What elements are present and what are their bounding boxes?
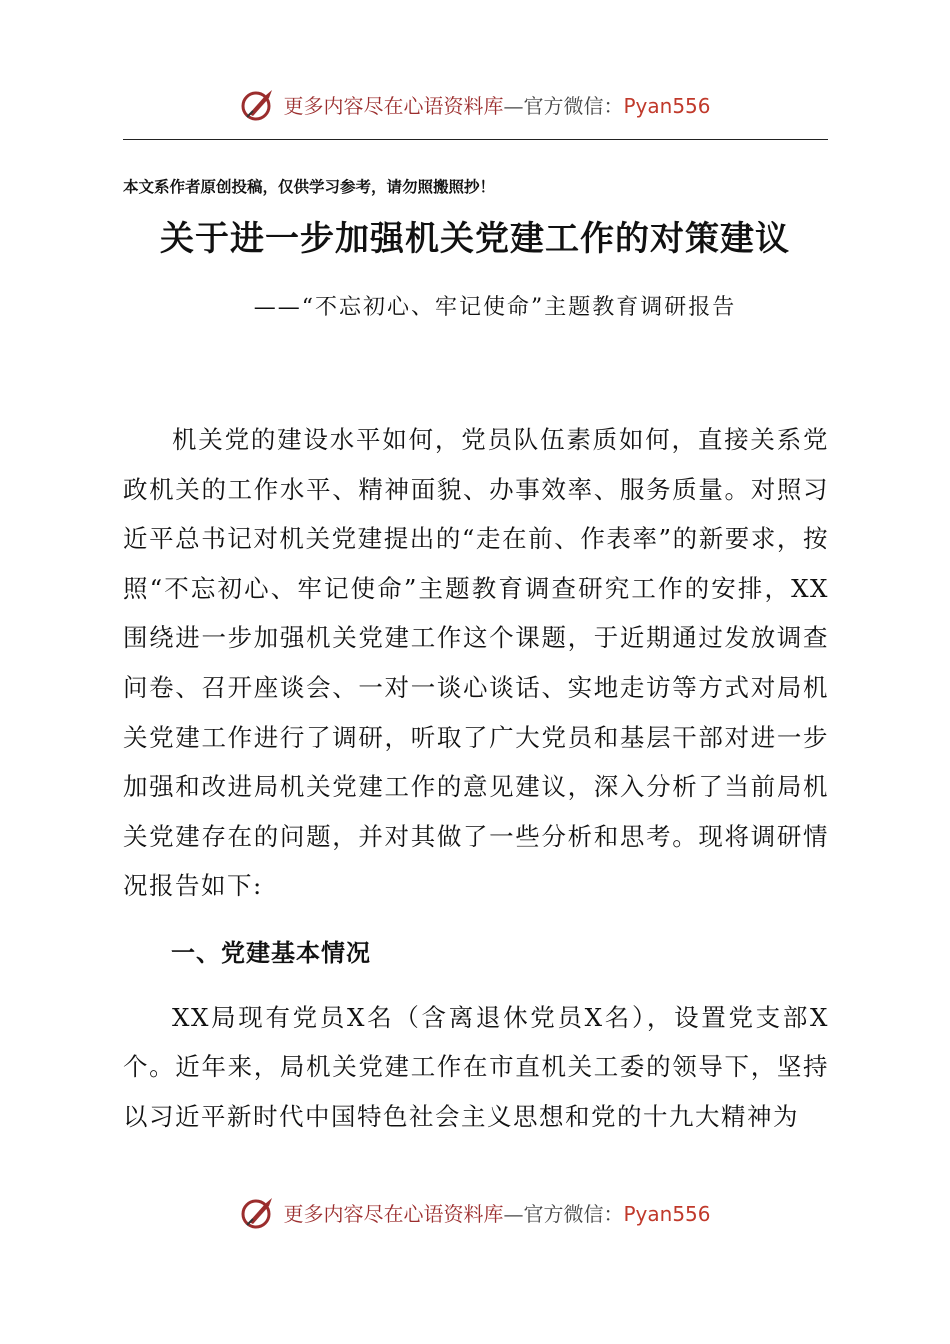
footer-watermark-text [283,1198,710,1227]
footer-watermark [0,1190,950,1234]
watermark-wechat-id: Pyan556 [623,93,711,118]
watermark-brand: 更多内容尽在心语资料库 [283,93,504,118]
watermark-wechat-label: 官方微信： [523,93,624,118]
section-paragraph: XX局现有党员X名（含离退休党员X名），设置党支部X个。近年来，局机关党建工作在市直机关工委的领导下，坚持以习近平新时代中国特色社会主义思想和党的十九大精神为 [123,1002,829,1131]
pen-nib-logo-icon [239,84,279,124]
document-subtitle: ——“不忘初心、牢记使命”主题教育调研报告 [253,295,737,320]
footer-watermark-wechat-label: 官方微信： [523,1201,624,1226]
watermark-text [283,90,710,119]
section-heading: 一、党建基本情况 [171,938,371,967]
document-body [123,415,829,1141]
footer-watermark-separator: — [503,1201,524,1226]
footer-watermark-brand: 更多内容尽在心语资料库 [283,1201,504,1226]
footer-watermark-wechat-id: Pyan556 [623,1201,711,1226]
intro-paragraph: 机关党的建设水平如何，党员队伍素质如何，直接关系党政机关的工作水平、精神面貌、办事效率、服务质量。对照习近平总书记对机关党建提出的“走在前、作表率”的新要求，按照“不忘初心、牢记使命”主题教育调查研究工作的安排，XX围绕进一步加强机关党建工作这个课题，于近期通过发放调查问卷、召开座谈会、一对一谈心谈话、实地走访等方式对局机关党建工作进行了调研，听取了广大党员和基层干部对进一步加强和改进局机关党建工作的意见建议，深入分析了当前局机关党建存在的问题，并对其做了一些分析和思考。现将调研情况报告如下: [123,425,829,901]
pen-nib-logo-icon [239,1192,279,1232]
copyright-notice: 本文系作者原创投稿，仅供学习参考，请勿照搬照抄！ [123,177,496,196]
header-watermark [0,82,950,126]
header-divider [123,139,828,140]
document-title: 关于进一步加强机关党建工作的对策建议 [160,219,790,259]
watermark-separator: — [503,93,524,118]
